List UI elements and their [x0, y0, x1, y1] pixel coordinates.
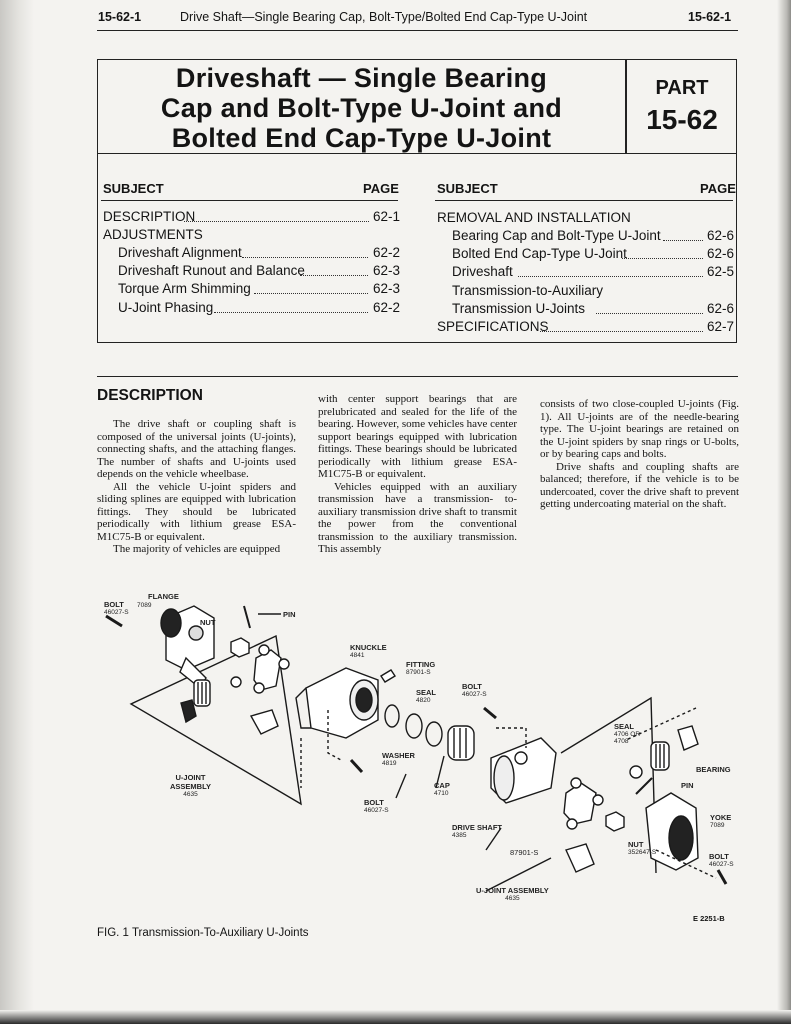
label-washer: WASHER 4819 [382, 751, 415, 767]
paragraph: Vehicles equipped with an auxiliary transmission have a transmission- to-auxiliary transmission drive shaft to transmit the power from the conventional transmission to the auxiliary transmission. This assembly [318, 480, 517, 555]
page-title [98, 63, 625, 153]
label-bolt: BOLT 46027-S [462, 682, 487, 698]
part-label: PART [655, 77, 709, 99]
yoke-part [646, 793, 698, 870]
toc-page-number: 62-7 [706, 319, 734, 334]
driveshaft-part [491, 738, 556, 803]
toc-item[interactable]: Driveshaft [452, 264, 513, 279]
toc-item[interactable]: Driveshaft Runout and Balance [118, 263, 305, 278]
seal-ring [231, 677, 241, 687]
page-title-line-3: Bolted End Cap-Type U-Joint [171, 123, 552, 153]
label-nut: NUT 352647-S [628, 840, 657, 856]
seal-ring [630, 766, 642, 778]
toc-page-number: 62-1 [372, 209, 400, 224]
label-pin: PIN [283, 610, 296, 619]
cap-part [448, 726, 474, 760]
toc-item[interactable]: Torque Arm Shimming [118, 281, 251, 296]
description-column-3 [540, 398, 739, 511]
running-head-rule [97, 30, 738, 31]
toc-leader [596, 313, 703, 314]
figure-code: E 2251-B [693, 914, 725, 923]
knuckle-part [296, 668, 378, 738]
toc-item[interactable]: U-Joint Phasing [118, 300, 214, 315]
label-flange: FLANGE [148, 592, 179, 601]
label-drive-shaft: DRIVE SHAFT 4385 [452, 823, 503, 839]
label-seal: SEAL 4706 OR 4708 [614, 722, 641, 745]
label-bolt: BOLT 46027-S [709, 852, 734, 868]
toc-subject-header-left: SUBJECT [103, 181, 164, 196]
fitting-part [381, 670, 395, 682]
description-column-2 [318, 393, 517, 556]
toc-leader [518, 276, 703, 277]
label-bearing: BEARING [696, 765, 731, 774]
bolt-part [351, 760, 362, 772]
toc-page-number: 62-6 [706, 246, 734, 261]
toc-item[interactable]: Bolted End Cap-Type U-Joint [452, 246, 627, 261]
label-ujoint-assembly: U-JOINT ASSEMBLY 4635 [476, 886, 549, 902]
page-title-line-2: Cap and Bolt-Type U-Joint and [160, 93, 563, 123]
toc-page-number: 62-3 [372, 263, 400, 278]
toc-leader [663, 240, 703, 241]
u-joint-diagram [96, 588, 746, 918]
toc-page-number: 62-6 [706, 228, 734, 243]
toc-page-number: 62-6 [706, 301, 734, 316]
cap-right-piece [251, 710, 278, 734]
toc-subject-header-right: SUBJECT [437, 181, 498, 196]
washer-ring [406, 714, 422, 738]
label-ujoint-assembly: U-JOINT ASSEMBLY 4635 [170, 773, 211, 798]
page-bottom-edge [0, 1010, 791, 1024]
toc-item[interactable]: DESCRIPTION [103, 209, 196, 224]
label-knuckle: KNUCKLE 4841 [350, 643, 387, 659]
seal-ring [385, 705, 399, 727]
paragraph: The drive shaft or coupling shaft is composed of the universal joints (U-joints), connecting shafts, and the attaching flanges. The number of shafts and U-joints used depends on the vehicle wheelbase. [97, 418, 296, 480]
toc-leader [540, 331, 703, 332]
paragraph: All the vehicle U-joint spiders and sliding splines are equipped with lubrication fittings. They should be lubricated periodically with lithium grease ESA-M1C75-B or equivalent. [97, 480, 296, 543]
label-flange-number: 7089 [137, 602, 152, 609]
page-title-line-1: Driveshaft — Single Bearing [175, 63, 548, 93]
toc-item[interactable]: ADJUSTMENTS [103, 227, 203, 242]
toc-page-header-right: PAGE [700, 181, 736, 196]
toc-page-number: 62-5 [706, 264, 734, 279]
toc-item[interactable]: Driveshaft Alignment [118, 245, 242, 260]
nut-part [606, 812, 624, 831]
paragraph: consists of two close-coupled U-joints (Fig. 1). All U-joints are of the needle-bearing type. The U-joint bearings are retained on the U-joint spiders by snap rings or U-bolts, or by bearing caps and bolts. [540, 398, 739, 460]
pin-part [244, 606, 250, 628]
label-seal: SEAL 4820 [416, 688, 437, 704]
label-bolt: BOLT 46027-S [364, 798, 389, 814]
paragraph: The majority of vehicles are equipped [113, 543, 281, 555]
label-bolt: BOLT 46027-S [104, 600, 129, 616]
bolt-part [484, 708, 496, 718]
bearing-right [651, 742, 669, 770]
label-fitting-number: 87901-S [510, 848, 539, 857]
page-gutter-shadow [0, 0, 34, 1024]
running-head-left: 15-62-1 [98, 10, 142, 24]
toc-item[interactable]: Transmission-to-Auxiliary [452, 283, 604, 298]
part-number: 15-62 [646, 104, 718, 135]
bolt-part [106, 616, 122, 626]
nut-part [231, 638, 249, 657]
toc-page-number: 62-2 [372, 245, 400, 260]
bearing-left [194, 680, 210, 706]
toc-rule-left [101, 200, 398, 201]
toc-page-number: 62-2 [372, 300, 400, 315]
toc-leader [184, 221, 369, 222]
toc-leader [242, 257, 368, 258]
toc-leader [622, 258, 703, 259]
toc-item[interactable]: REMOVAL AND INSTALLATION [437, 210, 631, 225]
label-nut: NUT [200, 618, 216, 627]
label-pin: PIN [681, 781, 694, 790]
pin-part [636, 778, 652, 794]
description-column-1 [97, 418, 296, 556]
label-fitting: FITTING 87901-S [406, 660, 436, 676]
paragraph: Drive shafts and coupling shafts are balanced; therefore, if the vehicle is to be undercoated, cover the drive shaft to prevent getting undercoating material on the shaft. [540, 460, 739, 510]
running-head-right: 15-62-1 [688, 10, 732, 24]
description-heading: DESCRIPTION [97, 387, 203, 404]
title-box [97, 59, 737, 154]
toc-item[interactable]: Transmission U-Joints [452, 301, 586, 316]
toc-rule-right [435, 200, 733, 201]
toc-leader [300, 275, 368, 276]
figure-caption: FIG. 1 Transmission-To-Auxiliary U-Joints [97, 927, 309, 939]
page-right-edge [777, 0, 791, 1024]
spider-right [564, 778, 603, 829]
toc-item[interactable]: SPECIFICATIONS [437, 319, 549, 334]
cap-right [678, 726, 698, 750]
washer-ring [426, 722, 442, 746]
toc-page-header-left: PAGE [363, 181, 399, 196]
section-rule [97, 376, 738, 377]
toc-leader [214, 312, 368, 313]
toc-leader [254, 293, 368, 294]
toc-page-number: 62-3 [372, 281, 400, 296]
toc-item[interactable]: Bearing Cap and Bolt-Type U-Joint [452, 228, 661, 243]
label-yoke: YOKE 7089 [710, 813, 732, 829]
cap-bottom [566, 844, 594, 872]
exploded-view-figure [96, 588, 746, 918]
bolt-part [718, 870, 726, 884]
running-head-center: Drive Shaft—Single Bearing Cap, Bolt-Type/Bolted End Cap-Type U-Joint [180, 10, 588, 24]
paragraph: with center support bearings that are prelubricated and sealed for the life of the bearing. However, some vehicles have center support bearings equipped with lubrication fittings. These bearings should be lubricated periodically with lithium grease ESA-M1C75-B or equivalent. [318, 393, 517, 480]
label-cap: CAP 4710 [434, 781, 450, 797]
